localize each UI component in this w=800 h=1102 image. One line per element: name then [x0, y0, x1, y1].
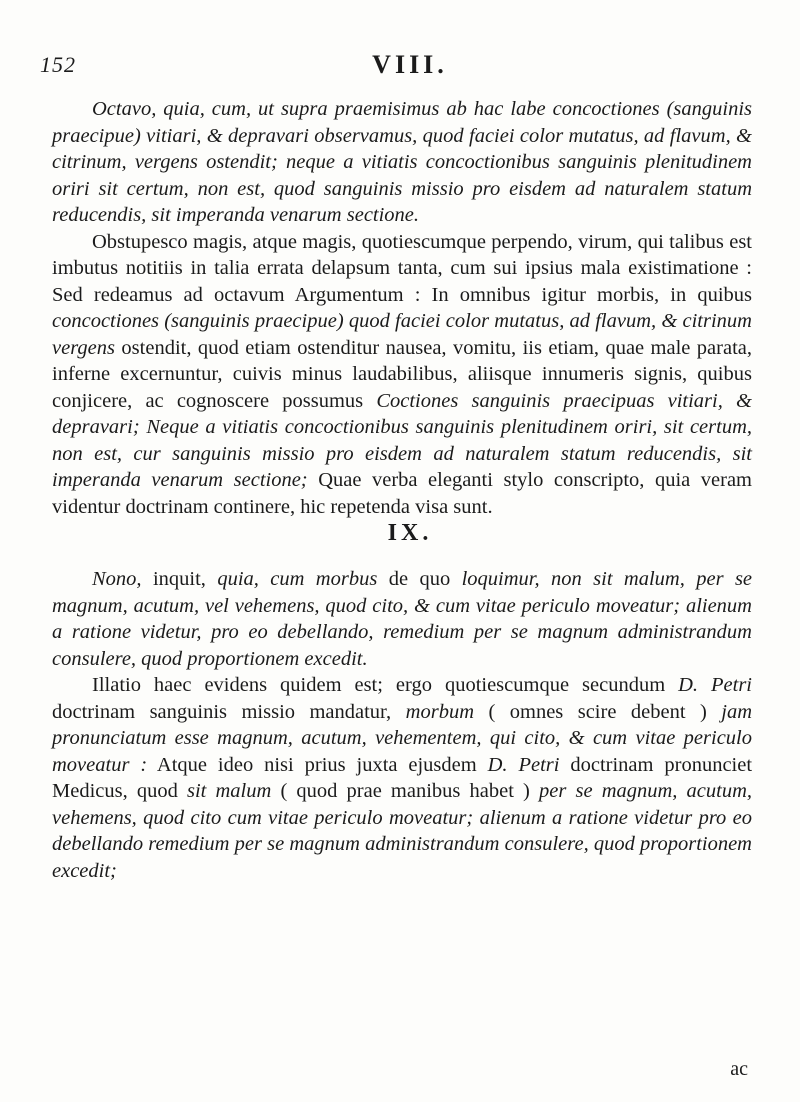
ix-paragraph: [52, 672, 752, 884]
viii-text-2: ostendit, quod etiam ostenditur nausea, vomitu, iis etiam, quae male parata, inferne excernuntur, cuivis minus laudabilibus, aliisque innumeris signis, quibus conjicere, ac cognoscere possumus: [52, 336, 753, 412]
viii-text-1: Obstupesco magis, atque magis, quotiescumque perpendo, virum, qui talibus est imbutus notitiis in talia errata delapsum tanta, cum sui ipsius mala existimatione : Sed redeamus ad octavum Argumentum : In omnibus igitur morbis, in quibus: [52, 230, 752, 306]
ix-italic-4: D. Petri: [678, 674, 752, 696]
ix-lemma: [52, 566, 752, 672]
catchword: ac: [730, 1058, 748, 1080]
ix-italic-9: per se magnum, acutum, vehemens, quod cito cum vitae periculo moveatur; alienum a ratione videtur pro eo debellando remedium per se magnum administrandum consulere, quod proportionem excedit;: [52, 780, 753, 882]
ix-italic-8: sit malum: [187, 780, 272, 802]
ix-italic-3: loquimur, non sit malum, per se magnum, acutum, vel vehemens, quod cito, & cum vitae periculo moveatur; alienum a ratione videtur, pro eo debellando, remedium per se magnum administrandum consulere, quod proportionem excedit.: [52, 568, 753, 670]
ix-text-3: Illatio haec evidens quidem est; ergo quotiescumque secundum: [92, 674, 666, 696]
ix-italic-5: morbum: [405, 700, 474, 723]
ix-italic-2: quia, cum morbus: [217, 568, 378, 590]
section-viii-text: [52, 96, 752, 520]
ix-text-1: inquit,: [152, 568, 206, 590]
viii-text-3: Quae verba eleganti stylo conscripto, quia veram videntur doctrinam continere, hic repetenda visa sunt.: [52, 469, 752, 518]
ix-text-8: ( quod prae manibus habet ): [280, 780, 530, 802]
viii-lemma: Octavo, quia, cum, ut supra praemisimus ab hac labe concoctiones (sanguinis praecipue) vitiari, & depravari observamus, quod faciei color mutatus, ad flavum, & citrinum, vergens ostendit; neque a vitiatis concoctionibus sanguinis plenitudinem oriri sit certum, non est, quod sanguinis missio pro eisdem ad naturalem statum reducendis, sit imperanda venarum sectione.: [52, 98, 752, 226]
ix-text-6: Atque ideo nisi prius juxta ejusdem: [156, 753, 477, 776]
section-heading-viii: VIII.: [372, 50, 448, 79]
ix-italic-1: Nono,: [92, 568, 142, 590]
ix-text-7: doctrinam pronunciet Medicus, quod: [52, 753, 753, 802]
page-number: 152: [40, 52, 76, 77]
section-ix-text: [52, 566, 752, 884]
viii-paragraph: [52, 229, 752, 521]
viii-italic-1: concoctiones (sanguinis praecipue) quod faciei color mutatus, ad flavum, & citrinum vergens: [52, 310, 752, 359]
ix-text-5: ( omnes scire debent ): [488, 700, 707, 723]
section-heading-ix: IX.: [387, 520, 433, 546]
viii-italic-2: Coctiones sanguinis praecipuas vitiari, & depravari; Neque a vitiatis concoctionibus sanguinis plenitudinem oriri, sit certum, non est, cur sanguinis missio pro eisdem ad naturalem statum reducendis, sit imperanda venarum sectione;: [52, 389, 752, 491]
ix-text-4: doctrinam sanguinis missio mandatur,: [52, 700, 392, 723]
ix-italic-6: jam pronunciatum esse magnum, acutum, vehementem, qui cito, & cum vitae periculo moveatur :: [52, 700, 753, 776]
ix-text-2: de quo: [388, 568, 451, 590]
ix-italic-7: D. Petri: [487, 753, 560, 776]
